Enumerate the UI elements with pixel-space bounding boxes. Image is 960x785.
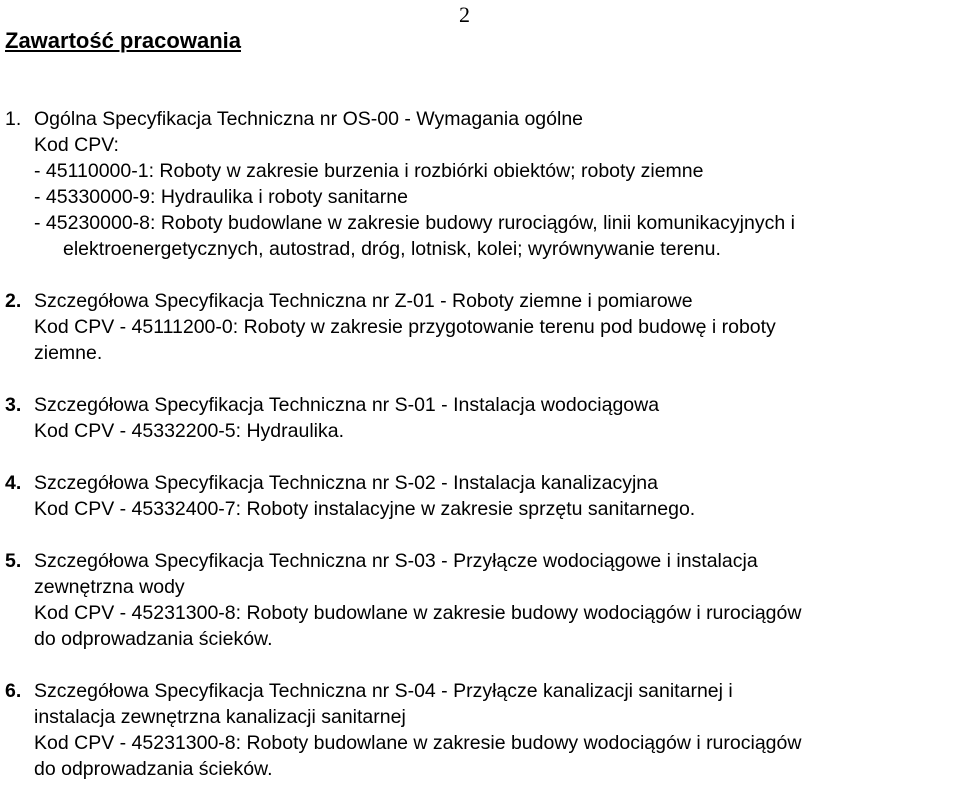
section-line: Kod CPV - 45111200-0: Roboty w zakresie przygotowanie terenu pod budowę i roboty (34, 316, 776, 338)
section-line: elektroenergetycznych, autostrad, dróg, lotnisk, kolei; wyrównywanie terenu. (63, 238, 721, 260)
section-line: - 45330000-9: Hydraulika i roboty sanitarne (34, 186, 408, 208)
section-line: instalacja zewnętrzna kanalizacji sanitarnej (34, 706, 406, 728)
section-line: - 45230000-8: Roboty budowlane w zakresie budowy rurociągów, linii komunikacyjnych i (34, 212, 795, 234)
section-line: do odprowadzania ścieków. (34, 628, 273, 650)
section-line: zewnętrzna wody (34, 576, 185, 598)
section-title: Szczegółowa Specyfikacja Techniczna nr Z-01 - Roboty ziemne i pomiarowe (34, 290, 693, 312)
section-number: 4. (5, 472, 22, 494)
section-line: Kod CPV - 45332400-7: Roboty instalacyjne w zakresie sprzętu sanitarnego. (34, 498, 696, 520)
section-number: 6. (5, 680, 22, 702)
section-title: Szczegółowa Specyfikacja Techniczna nr S-03 - Przyłącze wodociągowe i instalacja (34, 550, 758, 572)
page-number: 2 (459, 2, 470, 27)
section-line: do odprowadzania ścieków. (34, 758, 273, 780)
section-number: 1. (5, 108, 22, 130)
section-line: Kod CPV - 45231300-8: Roboty budowlane w zakresie budowy wodociągów i rurociągów (34, 602, 802, 624)
section-line: - 45110000-1: Roboty w zakresie burzenia i rozbiórki obiektów; roboty ziemne (34, 160, 704, 182)
document-heading: Zawartość pracowania (5, 28, 241, 53)
section-line: ziemne. (34, 342, 103, 364)
section-line: Kod CPV - 45332200-5: Hydraulika. (34, 420, 345, 442)
section-title: Ogólna Specyfikacja Techniczna nr OS-00 - Wymagania ogólne (34, 108, 584, 130)
section-line: Kod CPV - 45231300-8: Roboty budowlane w zakresie budowy wodociągów i rurociągów (34, 732, 802, 754)
section-number: 3. (5, 394, 22, 416)
section-title: Szczegółowa Specyfikacja Techniczna nr S-02 - Instalacja kanalizacyjna (34, 472, 658, 494)
section-number: 5. (5, 550, 22, 572)
section-title: Szczegółowa Specyfikacja Techniczna nr S-01 - Instalacja wodociągowa (34, 394, 660, 416)
section-title: Szczegółowa Specyfikacja Techniczna nr S-04 - Przyłącze kanalizacji sanitarnej i (34, 680, 733, 702)
section-line: Kod CPV: (34, 134, 119, 156)
section-number: 2. (5, 290, 22, 312)
